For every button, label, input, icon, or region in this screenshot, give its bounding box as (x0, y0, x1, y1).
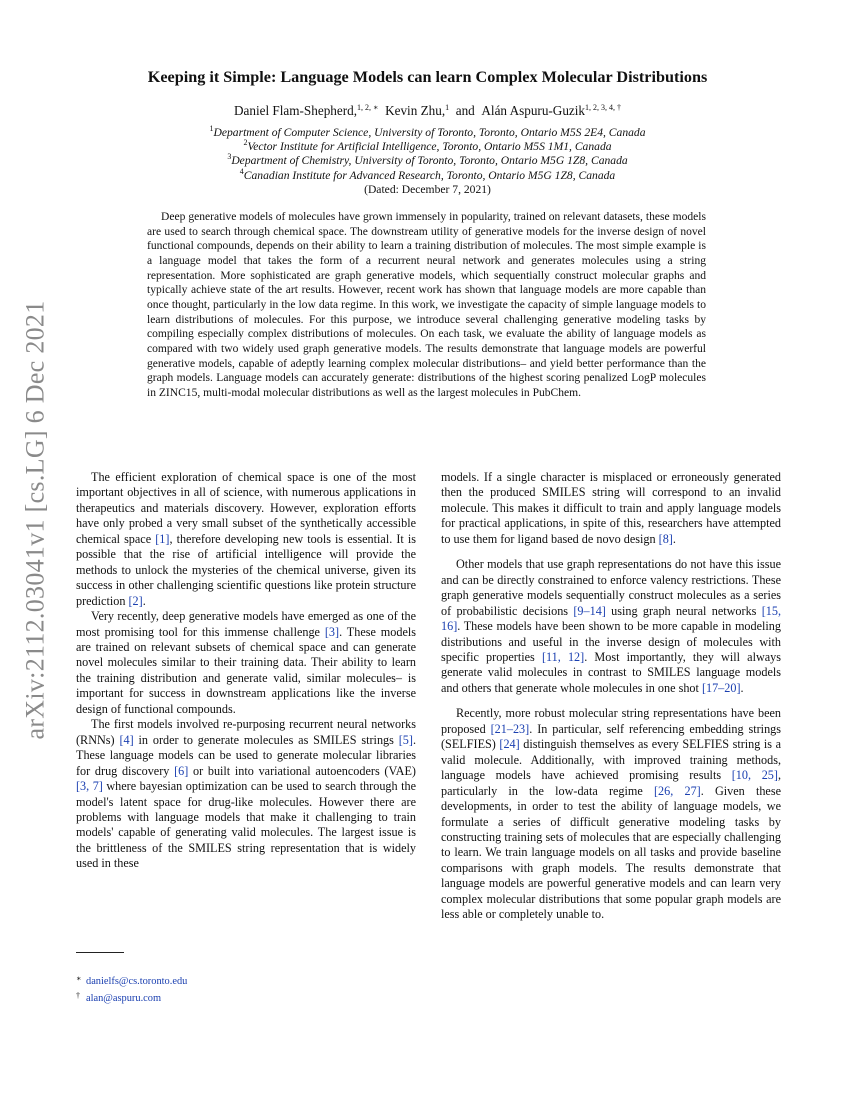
body-paragraph: The efficient exploration of chemical space is one of the most important objectives in all of science, with numerous applications in therapeutics and materials discovery. However, exploration efforts have only probed a very small subset of the synthetically accessible chemical space [1], therefore developing new tools is essential. It is possible that the rise of artificial intelligence will provide the methods to unlock the mysteries of the chemical universe, given its success in other challenging scientific questions like protein structure prediction [2]. (76, 470, 416, 608)
affiliation-text: Canadian Institute for Advanced Research, Toronto, Ontario M5G 1Z8, Canada (243, 168, 616, 182)
citation-link[interactable]: [8] (658, 531, 673, 546)
citation-link[interactable]: [2] (128, 593, 143, 608)
author-list (100, 103, 755, 119)
body-paragraph: Other models that use graph representations do not have this issue and can be directly constrained to enforce valency restrictions. These graph generative models sequentially construct molecules as a series of probabilistic decisions [9–14] using graph neural networks [15, 16]. These models have been shown to be more capable in modeling distributions and useful in the inverse design of molecules with specific properties [11, 12]. Most importantly, they will always generate valid molecules in contrast to SMILES language models and others that generate whole molecules in one shot [17–20]. (441, 557, 782, 695)
affiliation (100, 154, 755, 168)
affiliation-text: Department of Chemistry, University of Toronto, Toronto, Ontario M5G 1Z8, Canada (231, 154, 628, 168)
citation-link[interactable]: [24] (499, 737, 520, 752)
footnote (76, 989, 187, 1006)
affiliation (100, 140, 755, 154)
affiliation-number: 1 (209, 124, 214, 133)
author-affiliation-marks: 1, 2, ∗ (357, 103, 379, 112)
abstract: Deep generative models of molecules have grown immensely in popularity, trained on relevant datasets, these models are used to search through chemical space. The downstream utility of generative models for the inverse design of novel functional compounds, depends on their ability to learn a training distribution of molecules. The most simple example is a language model that takes the form of a recurrent neural network and generates molecules using a string representation. More sophisticated are graph generative models, which sequentially construct molecular graphs and typically achieve state of the art results. However, recent work has shown that language models are more capable than once thought, particularly in the low data regime. In this work, we investigate the capacity of simple language models to learn distributions of molecules. For this purpose, we introduce several challenging generative modeling tasks by compiling especially complex distributions of molecules. On each task, we evaluate the ability of language models as compared with two widely used graph generative models. The results demonstrate that language models are powerful generative models, capable of adeptly learning complex molecular distributions– and yield better performance than the graph models. Language models can accurately generate: distributions of the highest scoring penalized LogP molecules in ZINC15, multi-modal molecular distributions as well as the largest molecules in PubChem. (147, 211, 706, 399)
arxiv-identifier: arXiv:2112.03041v1 [cs.LG] 6 Dec 2021 (21, 300, 51, 740)
body-paragraph: Recently, more robust molecular string representations have been proposed [21–23]. In particular, self referencing embedding strings (SELFIES) [24] distinguish themselves as every SELFIES string is a valid molecule. Additionally, with improved training methods, language models have achieved promising results [10, 25], particularly in the low-data regime [26, 27]. Given these developments, in order to test the ability of language models, we formulate a series of difficult generative modeling tasks by constructing training sets of molecules that are especially challenging to learn. We train language models on all tasks and provide baseline comparisons with graph models. The results demonstrate that language models are powerful generative models and can learn very complex molecular distributions that some popular graph models are less able or completely unable to. (441, 706, 782, 922)
citation-link[interactable]: [26, 27] (654, 783, 701, 798)
affiliation-number: 3 (227, 152, 232, 162)
body-paragraph: The first models involved re-purposing recurrent neural networks (RNNs) [4] in order to generate molecules as SMILES strings [5]. These language models can be used to generate molecular libraries for drug discovery [6] or built into variational autoencoders (VAE) [3, 7] where bayesian optimization can be used to search through the model's latent space for drug-like molecules. However there are problems with language models that make it challenging to train models' capable of generating valid molecules. The largest issue is the brittleness of the SMILES string representation that is widely used in these (76, 717, 416, 871)
affiliation-text: Vector Institute for Artificial Intelligence, Toronto, Ontario M5S 1M1, Canada (247, 140, 612, 154)
date-line: (Dated: December 7, 2021) (364, 182, 491, 196)
citation-link[interactable]: [21–23] (490, 721, 530, 736)
footnote-email-link[interactable]: alan@aspuru.com (86, 992, 162, 1004)
footnote-mark: ∗ (76, 974, 82, 983)
citation-link[interactable]: [9–14] (573, 603, 606, 618)
citation-link[interactable]: [15, 16] (441, 603, 782, 634)
footnote (76, 972, 187, 989)
citation-link[interactable]: [17–20] (701, 680, 741, 695)
author-name: Alán Aspuru-Guzik (481, 103, 586, 118)
affiliation-number: 2 (243, 138, 248, 148)
footnotes (76, 972, 187, 1005)
citation-link[interactable]: [10, 25] (731, 768, 778, 783)
citation-link[interactable]: [3] (324, 624, 340, 639)
paper-title: Keeping it Simple: Language Models can learn Complex Molecular Distributions (147, 68, 708, 86)
author-name: Kevin Zhu, (385, 103, 446, 118)
citation-link[interactable]: [11, 12] (541, 649, 585, 664)
arxiv-identifier-sidebar (12, 295, 60, 745)
affiliation (100, 126, 755, 140)
affiliation-text: Department of Computer Science, University of Toronto, Toronto, Ontario M5S 2E4, Canada (213, 126, 646, 139)
citation-link[interactable]: [1] (155, 531, 170, 546)
body-paragraph: models. If a single character is misplaced or erroneously generated then the produced SMILES string will correspond to an invalid molecule. This makes it difficult to train and apply language models for practical applications, in spite of this, researchers have attempted to use them for ligand based de novo design [8]. (441, 470, 781, 546)
affiliation-list (100, 126, 755, 197)
footnote-mark: † (76, 990, 80, 1000)
citation-link[interactable]: [3, 7] (76, 779, 103, 794)
affiliation (100, 166, 755, 183)
author-connector: and (455, 103, 475, 118)
footnote-email-link[interactable]: danielfs@cs.toronto.edu (86, 976, 188, 987)
author-affiliation-marks: 1 (445, 103, 450, 112)
citation-link[interactable]: [6] (174, 763, 189, 778)
left-column (76, 470, 416, 872)
citation-link[interactable]: [4] (119, 732, 134, 747)
author-affiliation-marks: 1, 2, 3, 4, † (585, 103, 622, 112)
body-paragraph: Very recently, deep generative models have emerged as one of the most promising tool for this immense challenge [3]. These models are trained on relevant subsets of chemical space and can generate novel molecules similar to their training data. Their ability to learn the training distribution and generate valid, similar molecules– is important for success in downstream applications like the inverse design of functional compounds. (76, 609, 416, 716)
right-column (441, 470, 781, 923)
author-name: Daniel Flam-Shepherd, (233, 103, 358, 118)
affiliation-number: 4 (239, 166, 244, 176)
citation-link[interactable]: [5] (398, 732, 413, 747)
footnote-divider (76, 952, 124, 953)
